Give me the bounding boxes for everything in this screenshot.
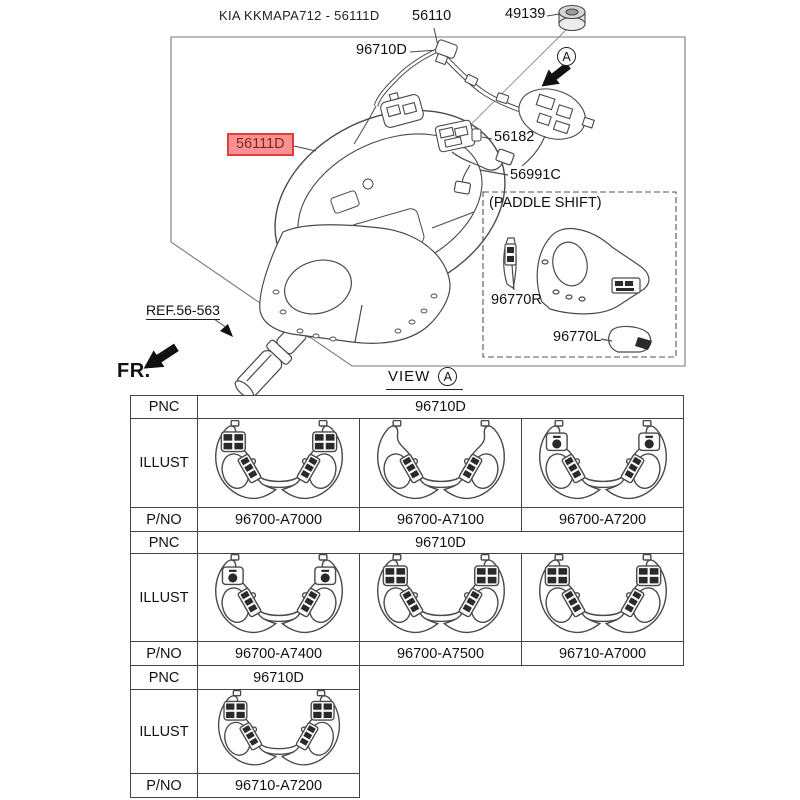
part-label-56110: 56110 bbox=[412, 8, 452, 24]
ref-arrowhead-icon bbox=[220, 324, 233, 337]
part-number-cell: 96710-A7200 bbox=[198, 774, 360, 798]
part-number-cell: 96700-A7100 bbox=[360, 508, 522, 532]
part-number-cell: 96700-A7200 bbox=[522, 508, 684, 532]
part-number-cell: 96700-A7500 bbox=[360, 642, 522, 666]
paddle-shift-section-title: (PADDLE SHIFT) bbox=[489, 195, 602, 211]
pnc-value: 96710D bbox=[198, 396, 684, 419]
parts-table bbox=[130, 395, 684, 798]
part-label-96770L: 96770L bbox=[553, 329, 602, 345]
page-title: KIA KKMAPA712 - 56111D bbox=[219, 8, 380, 23]
pnc-value: 96710D bbox=[198, 532, 684, 554]
part-label-96710D: 96710D bbox=[356, 42, 407, 58]
illust-row-label: ILLUST bbox=[131, 419, 198, 508]
nut-icon bbox=[559, 6, 585, 31]
part-number-cell: 96700-A7000 bbox=[198, 508, 360, 532]
illust-cell bbox=[360, 554, 522, 642]
table-section-2 bbox=[130, 532, 684, 666]
illust-row-label: ILLUST bbox=[131, 690, 198, 774]
part-label-49139: 49139 bbox=[505, 6, 546, 22]
illust-cell bbox=[198, 419, 360, 508]
table-section-1 bbox=[130, 395, 684, 532]
view-a-caption bbox=[386, 367, 463, 390]
highlighted-part-label: 56111D bbox=[227, 133, 294, 156]
pnc-value: 96710D bbox=[198, 666, 360, 690]
part-label-56182: 56182 bbox=[494, 129, 535, 145]
steering-switch-illustration bbox=[208, 690, 350, 773]
part-number-cell: 96710-A7000 bbox=[522, 642, 684, 666]
pno-row-label: P/NO bbox=[131, 642, 198, 666]
part-number-cell: 96700-A7400 bbox=[198, 642, 360, 666]
table-section-3 bbox=[130, 666, 684, 798]
detail-a-marker: A bbox=[557, 47, 576, 66]
part-label-96770R: 96770R bbox=[491, 292, 542, 308]
pnc-row-label: PNC bbox=[131, 532, 198, 554]
steering-switch-illustration bbox=[367, 554, 515, 641]
view-a-marker: A bbox=[438, 367, 457, 386]
view-label: VIEW bbox=[388, 368, 431, 385]
front-direction-label: FR. bbox=[117, 360, 151, 382]
steering-switch-illustration bbox=[529, 420, 677, 507]
illust-row-label: ILLUST bbox=[131, 554, 198, 642]
wheel-lower-cover-art bbox=[260, 225, 450, 344]
pno-row-label: P/NO bbox=[131, 508, 198, 532]
pno-row-label: P/NO bbox=[131, 774, 198, 798]
illust-cell bbox=[522, 554, 684, 642]
illust-cell bbox=[360, 419, 522, 508]
illust-cell bbox=[198, 554, 360, 642]
illust-cell bbox=[522, 419, 684, 508]
steering-switch-illustration bbox=[205, 554, 353, 641]
steering-switch-illustration bbox=[367, 420, 515, 507]
pnc-row-label: PNC bbox=[131, 396, 198, 419]
part-label-56991C: 56991C bbox=[510, 167, 561, 183]
pnc-row-label: PNC bbox=[131, 666, 198, 690]
reference-label: REF.56-563 bbox=[146, 302, 220, 318]
illust-cell bbox=[198, 690, 360, 774]
steering-switch-illustration bbox=[205, 420, 353, 507]
steering-switch-illustration bbox=[529, 554, 677, 641]
